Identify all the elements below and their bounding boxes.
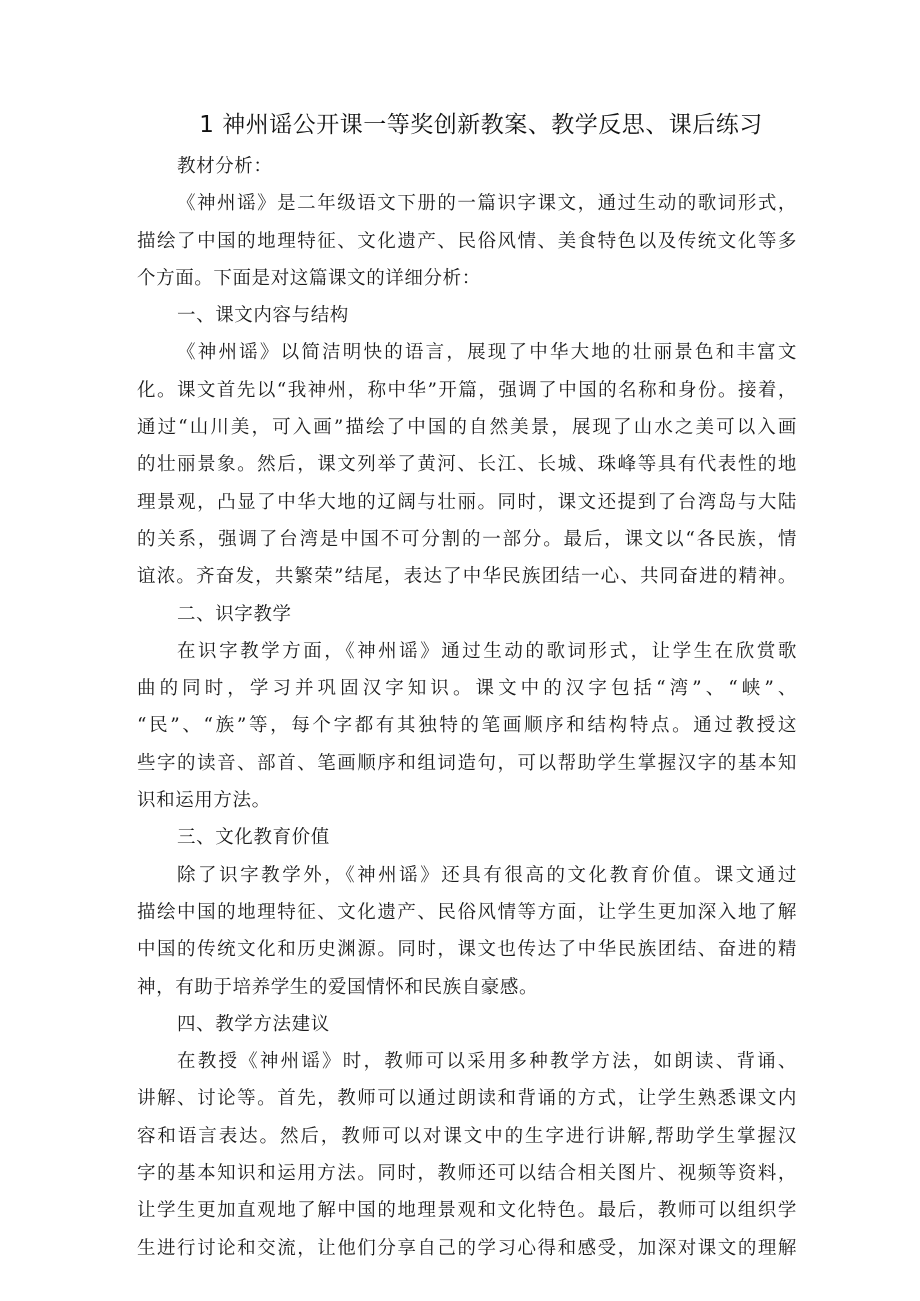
paragraph-line: 通过“山川美，可入画”描绘了中国的自然美景，展现了山水之美可以入画: [137, 417, 797, 439]
paragraph-line: 中国的传统文化和历史渊源。同时，课文也传达了中华民族团结、奋进的精: [137, 939, 797, 961]
document-body: [137, 148, 797, 1267]
document-title: 1 神州谣公开课一等奖创新教案、教学反思、课后练习: [199, 112, 763, 138]
paragraph-line: 讲解、讨论等。首先，教师可以通过朗读和背诵的方式，让学生熟悉课文内: [137, 1088, 797, 1110]
paragraph-line: 容和语言表达。然后，教师可以对课文中的生字进行讲解,帮助学生掌握汉: [137, 1125, 797, 1147]
paragraph-line: 在识字教学方面，《神州谣》通过生动的歌词形式，让学生在欣赏歌: [177, 640, 797, 662]
paragraph-line: 《神州谣》是二年级语文下册的一篇识字课文，通过生动的歌词形式，: [177, 193, 797, 215]
paragraph-line: 个方面。下面是对这篇课文的详细分析：: [137, 267, 481, 289]
paragraph-line: 字的基本知识和运用方法。同时，教师还可以结合相关图片、视频等资料，: [137, 1163, 797, 1185]
paragraph-line: 曲的同时，学习并巩固汉字知识。课文中的汉字包括“湾”、“峡”、: [137, 678, 797, 700]
section-heading: 四、教学方法建议: [177, 1013, 330, 1035]
section-heading: 一、课文内容与结构: [177, 305, 349, 327]
paragraph-line: 识和运用方法。: [137, 790, 271, 812]
paragraph-line: 理景观，凸显了中华大地的辽阔与壮丽。同时，课文还提到了台湾岛与大陆: [137, 491, 797, 513]
paragraph-line: 些字的读音、部首、笔画顺序和组词造句，可以帮助学生掌握汉字的基本知: [137, 752, 797, 774]
paragraph-line: 的壮丽景象。然后，课文列举了黄河、长江、长城、珠峰等具有代表性的地: [137, 454, 797, 476]
paragraph-line: 《神州谣》以简洁明快的语言，展现了中华大地的壮丽景色和丰富文: [177, 342, 797, 364]
paragraph-line: 化。课文首先以“我神州，称中华”开篇，强调了中国的名称和身份。接着，: [137, 379, 797, 401]
paragraph-line: 神，有助于培养学生的爱国情怀和民族自豪感。: [137, 976, 539, 998]
section-heading: 教材分析：: [177, 156, 273, 177]
paragraph-line: 描绘了中国的地理特征、文化遗产、民俗风情、美食特色以及传统文化等多: [137, 230, 797, 252]
paragraph-line: 的关系，强调了台湾是中国不可分割的一部分。最后，课文以“各民族，情: [137, 528, 797, 550]
section-heading: 三、文化教育价值: [177, 827, 330, 849]
paragraph-line: 在教授《神州谣》时，教师可以采用多种教学方法，如朗读、背诵、: [177, 1051, 797, 1073]
paragraph-line: “民”、“族”等，每个字都有其独特的笔画顺序和结构特点。通过教授这: [137, 715, 797, 737]
paragraph-line: 让学生更加直观地了解中国的地理景观和文化特色。最后，教师可以组织学: [137, 1200, 797, 1222]
paragraph-line: 除了识字教学外，《神州谣》还具有很高的文化教育价值。课文通过: [177, 864, 797, 886]
paragraph-line: 生进行讨论和交流，让他们分享自己的学习心得和感受，加深对课文的理解: [137, 1237, 797, 1259]
paragraph-line: 谊浓。齐奋发，共繁荣”结尾，表达了中华民族团结一心、共同奋进的精神。: [137, 566, 797, 588]
section-heading: 二、识字教学: [177, 603, 292, 625]
paragraph-line: 描绘中国的地理特征、文化遗产、民俗风情等方面，让学生更加深入地了解: [137, 901, 797, 923]
